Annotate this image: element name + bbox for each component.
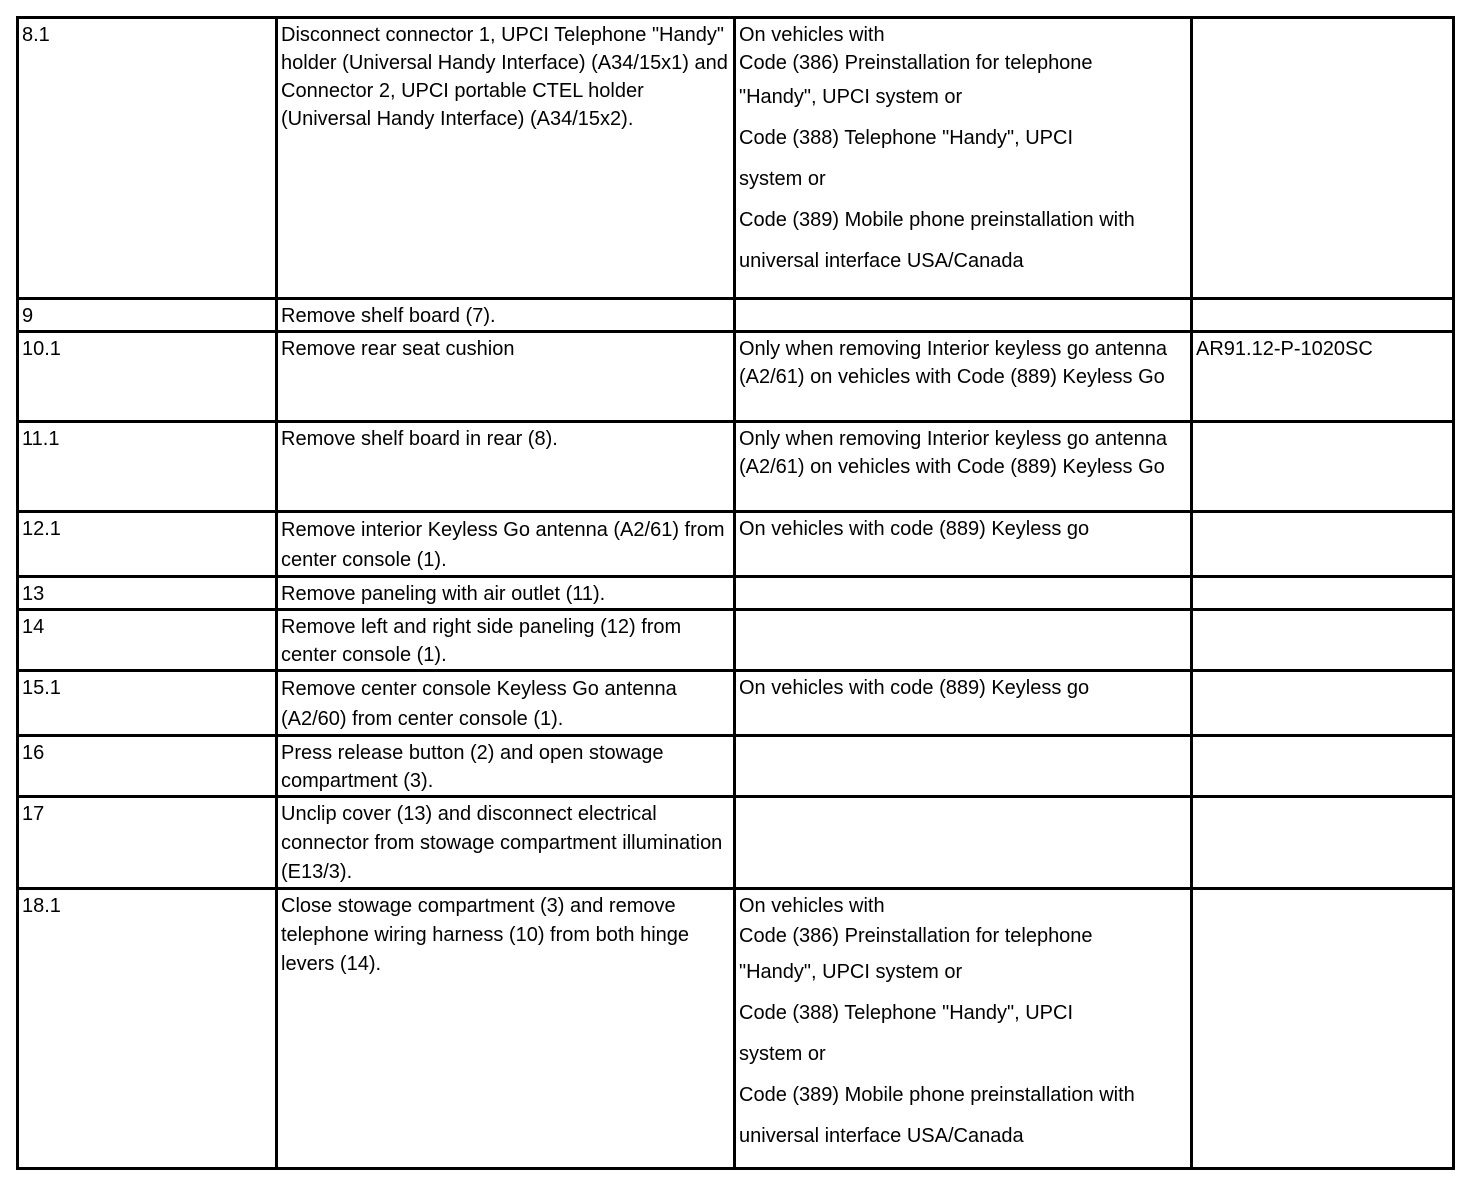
step-reference [1192, 889, 1454, 1169]
step-action: Remove rear seat cushion [277, 332, 735, 422]
step-number: 17 [18, 797, 277, 889]
step-number: 13 [18, 577, 277, 610]
table-row [18, 18, 1454, 299]
condition-line: Code (386) Preinstallation for telephone [739, 925, 1093, 947]
table-row [18, 610, 1454, 671]
step-number: 8.1 [18, 18, 277, 299]
step-condition: On vehicles with code (889) Keyless go [735, 671, 1192, 736]
step-action: Press release button (2) and open stowage compartment (3). [277, 736, 735, 797]
step-reference [1192, 610, 1454, 671]
step-reference [1192, 577, 1454, 610]
step-reference [1192, 18, 1454, 299]
condition-line: Code (388) Telephone "Handy", UPCI [739, 127, 1074, 149]
table-row [18, 736, 1454, 797]
condition-line: Code (389) Mobile phone preinstallation with [739, 1084, 1135, 1106]
condition-line: Code (388) Telephone "Handy", UPCI [739, 1002, 1074, 1024]
table-row [18, 577, 1454, 610]
table-row [18, 512, 1454, 577]
step-action: Remove shelf board in rear (8). [277, 422, 735, 512]
condition-line: On vehicles with [739, 24, 885, 46]
step-reference [1192, 512, 1454, 577]
step-number: 11.1 [18, 422, 277, 512]
table-row [18, 797, 1454, 889]
condition-line: "Handy", UPCI system or [739, 86, 963, 108]
step-action: Remove center console Keyless Go antenna (A2/60) from center console (1). [277, 671, 735, 736]
step-action: Remove shelf board (7). [277, 299, 735, 332]
step-condition [735, 577, 1192, 610]
step-number: 15.1 [18, 671, 277, 736]
step-number: 9 [18, 299, 277, 332]
condition-line: system or [739, 1043, 826, 1065]
step-action: Remove paneling with air outlet (11). [277, 577, 735, 610]
table-row [18, 422, 1454, 512]
step-number: 16 [18, 736, 277, 797]
step-reference [1192, 671, 1454, 736]
table-row [18, 889, 1454, 1169]
step-action: Unclip cover (13) and disconnect electrical connector from stowage compartment illumination (E13/3). [277, 797, 735, 889]
condition-line: Code (389) Mobile phone preinstallation with [739, 209, 1135, 231]
step-action: Remove left and right side paneling (12) from center console (1). [277, 610, 735, 671]
table-row [18, 671, 1454, 736]
step-condition [735, 736, 1192, 797]
condition-line: universal interface USA/Canada [739, 1125, 1024, 1147]
table-row [18, 332, 1454, 422]
condition-line: "Handy", UPCI system or [739, 961, 963, 983]
step-condition: Only when removing Interior keyless go antenna (A2/61) on vehicles with Code (889) Keyless Go [735, 332, 1192, 422]
step-condition: On vehicles with code (889) Keyless go [735, 512, 1192, 577]
condition-line: universal interface USA/Canada [739, 250, 1024, 272]
step-number: 10.1 [18, 332, 277, 422]
step-number: 14 [18, 610, 277, 671]
step-reference [1192, 797, 1454, 889]
step-condition [735, 610, 1192, 671]
step-condition [735, 889, 1192, 1169]
table-row [18, 299, 1454, 332]
step-condition [735, 299, 1192, 332]
step-condition [735, 18, 1192, 299]
step-action: Close stowage compartment (3) and remove telephone wiring harness (10) from both hinge levers (14). [277, 889, 735, 1169]
step-condition: Only when removing Interior keyless go antenna (A2/61) on vehicles with Code (889) Keyless Go [735, 422, 1192, 512]
condition-line: On vehicles with [739, 895, 885, 917]
step-reference [1192, 422, 1454, 512]
step-reference: AR91.12-P-1020SC [1192, 332, 1454, 422]
step-reference [1192, 299, 1454, 332]
procedure-table [16, 16, 1455, 1170]
step-reference [1192, 736, 1454, 797]
step-action: Disconnect connector 1, UPCI Telephone "Handy" holder (Universal Handy Interface) (A34/15x1) and Connector 2, UPCI portable CTEL holder (Universal Handy Interface) (A34/15x2). [277, 18, 735, 299]
step-number: 18.1 [18, 889, 277, 1169]
condition-line: system or [739, 168, 826, 190]
step-number: 12.1 [18, 512, 277, 577]
step-condition [735, 797, 1192, 889]
step-action: Remove interior Keyless Go antenna (A2/61) from center console (1). [277, 512, 735, 577]
condition-line: Code (386) Preinstallation for telephone [739, 52, 1093, 74]
